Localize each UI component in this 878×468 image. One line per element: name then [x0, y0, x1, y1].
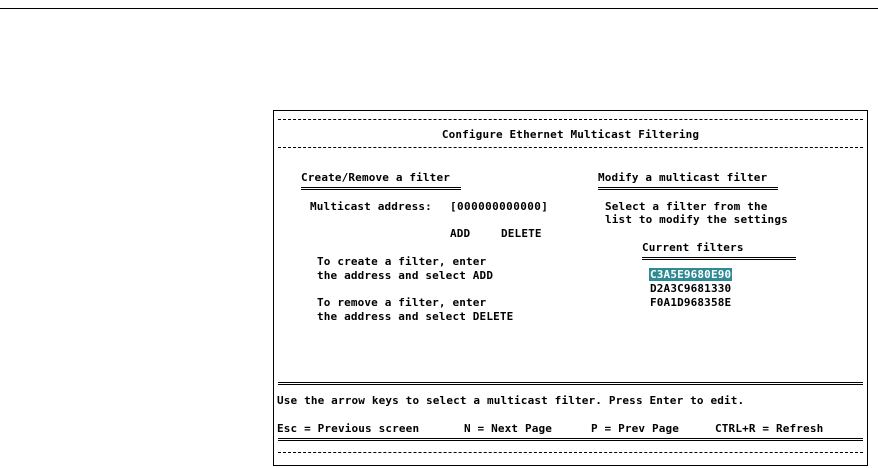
current-filters-heading: Current filters — [642, 241, 744, 254]
top-divider — [0, 8, 878, 9]
filter-item[interactable] — [649, 268, 732, 281]
header-top-rule — [278, 119, 863, 120]
key-refresh: CTRL+R = Refresh — [715, 422, 824, 435]
footer-top-rule — [278, 382, 863, 385]
help-create-line-2: the address and select ADD — [317, 269, 494, 282]
key-next-page: N = Next Page — [464, 422, 553, 435]
filter-item[interactable] — [650, 296, 731, 309]
current-filters-underline — [642, 257, 796, 260]
delete-button[interactable]: DELETE — [501, 227, 542, 240]
filter-item-label: C3A5E9680E90 — [650, 268, 732, 281]
terminal-window — [273, 110, 868, 466]
filter-item[interactable] — [650, 282, 731, 295]
footer-end-rule — [278, 452, 863, 453]
help-remove-line-1: To remove a filter, enter — [317, 296, 487, 309]
help-remove-line-2: the address and select DELETE — [317, 310, 514, 323]
screen-title: Configure Ethernet Multicast Filtering — [441, 128, 700, 141]
help-create-line-1: To create a filter, enter — [317, 255, 487, 268]
modify-underline — [598, 187, 778, 190]
modify-instruction-line-2: list to modify the settings — [605, 213, 788, 226]
multicast-address-input[interactable]: [000000000000] — [450, 200, 549, 213]
filter-item-label: D2A3C9681330 — [650, 282, 732, 295]
create-remove-heading: Create/Remove a filter — [301, 171, 450, 184]
add-button[interactable]: ADD — [450, 227, 471, 240]
footer-bottom-rule — [278, 438, 863, 441]
modify-heading: Modify a multicast filter — [598, 171, 768, 184]
create-remove-underline — [301, 187, 461, 190]
multicast-address-label: Multicast address: — [310, 200, 432, 213]
key-prev-page: P = Prev Page — [591, 422, 680, 435]
filter-item-label: F0A1D968358E — [650, 296, 732, 309]
modify-instruction-line-1: Select a filter from the — [605, 200, 768, 213]
key-esc-previous: Esc = Previous screen — [277, 422, 420, 435]
footer-hint: Use the arrow keys to select a multicast filter. Press Enter to edit. — [277, 394, 745, 407]
header-bottom-rule — [278, 147, 863, 148]
